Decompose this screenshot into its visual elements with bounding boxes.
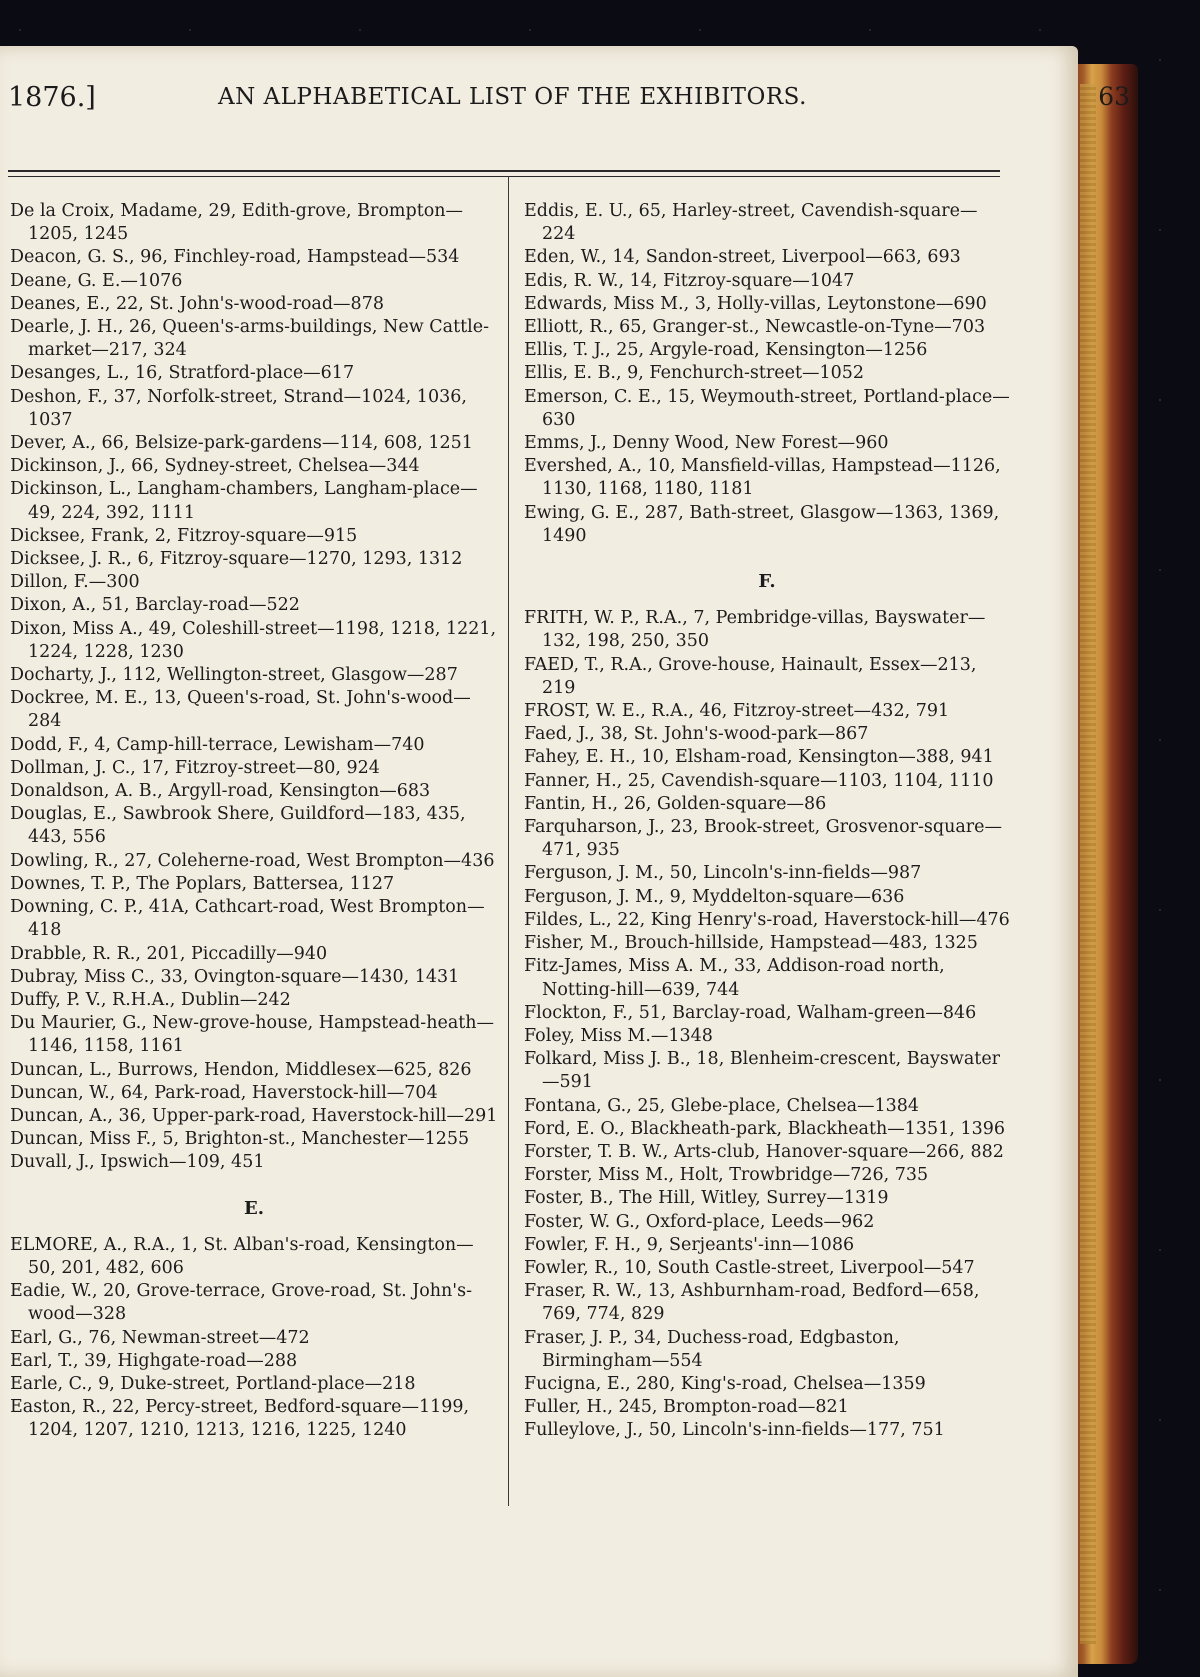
header-title: AN ALPHABETICAL LIST OF THE EXHIBITORS. xyxy=(218,84,807,110)
exhibitor-entry: Earl, T., 39, Highgate-road—288 xyxy=(10,1350,298,1371)
exhibitor-entry: Deane, G. E.—1076 xyxy=(10,270,183,291)
exhibitor-entry: Dixon, A., 51, Barclay-road—522 xyxy=(10,595,300,616)
exhibitor-entry: Duncan, A., 36, Upper-park-road, Haverstock-hill—291 xyxy=(10,1105,498,1126)
exhibitor-entry: Dicksee, Frank, 2, Fitzroy-square—915 xyxy=(10,525,358,546)
entries-e-right xyxy=(524,200,1010,548)
exhibitor-entry: Duncan, W., 64, Park-road, Haverstock-hill—704 xyxy=(10,1082,438,1103)
exhibitor-entry: Fraser, R. W., 13, Ashburnham-road, Bedford—658, 769, 774, 829 xyxy=(524,1281,980,1325)
exhibitor-entry: Donaldson, A. B., Argyll-road, Kensington—683 xyxy=(10,781,431,802)
exhibitor-entry: Fitz-James, Miss A. M., 33, Addison-road north, Notting-hill—639, 744 xyxy=(524,956,945,1000)
exhibitor-entry: Du Maurier, G., New-grove-house, Hampstead-heath—1146, 1158, 1161 xyxy=(10,1013,495,1057)
exhibitor-entry: Forster, Miss M., Holt, Trowbridge—726, 735 xyxy=(524,1165,929,1186)
gilt-edge xyxy=(1080,84,1096,1644)
entries-f xyxy=(524,607,1010,1442)
exhibitor-entry: Dillon, F.—300 xyxy=(10,572,140,593)
exhibitor-entry: Edis, R. W., 14, Fitzroy-square—1047 xyxy=(524,270,855,291)
exhibitor-entry: Downes, T. P., The Poplars, Battersea, 1127 xyxy=(10,873,395,894)
exhibitor-entry: Flockton, F., 51, Barclay-road, Walham-green—846 xyxy=(524,1002,977,1023)
exhibitor-entry: Eden, W., 14, Sandon-street, Liverpool—663, 693 xyxy=(524,247,961,268)
exhibitor-entry: Folkard, Miss J. B., 18, Blenheim-crescent, Bayswater—591 xyxy=(524,1049,1001,1093)
exhibitor-entry: Fraser, J. P., 34, Duchess-road, Edgbaston, Birmingham—554 xyxy=(524,1327,900,1371)
header-rule-thin xyxy=(8,176,1000,177)
exhibitor-entry: Fowler, R., 10, South Castle-street, Liverpool—547 xyxy=(524,1257,975,1278)
exhibitor-entry: ELMORE, A., R.A., 1, St. Alban's-road, Kensington—50, 201, 482, 606 xyxy=(10,1234,474,1278)
exhibitor-entry: Foster, B., The Hill, Witley, Surrey—1319 xyxy=(524,1188,889,1209)
exhibitor-entry: Drabble, R. R., 201, Piccadilly—940 xyxy=(10,943,328,964)
exhibitor-entry: Dickinson, L., Langham-chambers, Langham-place—49, 224, 392, 1111 xyxy=(10,479,478,523)
exhibitor-entry: Fantin, H., 26, Golden-square—86 xyxy=(524,793,827,814)
exhibitor-entry: Dockree, M. E., 13, Queen's-road, St. John's-wood—284 xyxy=(10,688,471,732)
exhibitor-entry: Deacon, G. S., 96, Finchley-road, Hampstead—534 xyxy=(10,247,460,268)
exhibitor-entry: Douglas, E., Sawbrook Shere, Guildford—183, 435, 443, 556 xyxy=(10,804,466,848)
exhibitor-entry: Duncan, L., Burrows, Hendon, Middlesex—625, 826 xyxy=(10,1059,472,1080)
exhibitor-entry: Desanges, L., 16, Stratford-place—617 xyxy=(10,363,355,384)
exhibitor-entry: Fucigna, E., 280, King's-road, Chelsea—1359 xyxy=(524,1373,926,1394)
exhibitor-entry: FAED, T., R.A., Grove-house, Hainault, Essex—213, 219 xyxy=(524,654,977,698)
exhibitor-entry: Fildes, L., 22, King Henry's-road, Haverstock-hill—476 xyxy=(524,909,1010,930)
exhibitor-entry: Earl, G., 76, Newman-street—472 xyxy=(10,1327,310,1348)
page-header xyxy=(8,82,1130,122)
exhibitor-entry: Eddis, E. U., 65, Harley-street, Cavendish-square—224 xyxy=(524,201,978,245)
exhibitor-entry: Ferguson, J. M., 50, Lincoln's-inn-fields—987 xyxy=(524,863,922,884)
exhibitor-entry: Emms, J., Denny Wood, New Forest—960 xyxy=(524,433,889,454)
exhibitor-entry: FROST, W. E., R.A., 46, Fitzroy-street—432, 791 xyxy=(524,701,950,722)
section-heading-e: E. xyxy=(244,1197,264,1219)
section-heading-f: F. xyxy=(758,571,776,593)
exhibitor-entry: Dodd, F., 4, Camp-hill-terrace, Lewisham—740 xyxy=(10,734,425,755)
exhibitor-entry: Duncan, Miss F., 5, Brighton-st., Manchester—1255 xyxy=(10,1129,470,1150)
exhibitor-entry: Ellis, T. J., 25, Argyle-road, Kensington—1256 xyxy=(524,340,928,361)
exhibitor-entry: Foley, Miss M.—1348 xyxy=(524,1025,713,1046)
exhibitor-entry: Ferguson, J. M., 9, Myddelton-square—636 xyxy=(524,886,905,907)
exhibitor-entry: Fisher, M., Brouch-hillside, Hampstead—483, 1325 xyxy=(524,933,978,954)
page-number: 63 xyxy=(1098,82,1130,111)
exhibitor-entry: Elliott, R., 65, Granger-st., Newcastle-on-Tyne—703 xyxy=(524,317,986,338)
exhibitor-entry: Emerson, C. E., 15, Weymouth-street, Portland-place—630 xyxy=(524,386,1010,430)
exhibitor-entry: Dever, A., 66, Belsize-park-gardens—114, 608, 1251 xyxy=(10,433,473,454)
right-column xyxy=(524,200,1010,1443)
exhibitor-entry: Evershed, A., 10, Mansfield-villas, Hampstead—1126, 1130, 1168, 1180, 1181 xyxy=(524,456,1001,500)
left-column xyxy=(10,200,498,1443)
exhibitor-entry: Fuller, H., 245, Brompton-road—821 xyxy=(524,1397,849,1418)
exhibitor-entry: Fowler, F. H., 9, Serjeants'-inn—1086 xyxy=(524,1234,855,1255)
exhibitor-entry: Dickinson, J., 66, Sydney-street, Chelsea—344 xyxy=(10,456,420,477)
exhibitor-entry: Foster, W. G., Oxford-place, Leeds—962 xyxy=(524,1211,875,1232)
exhibitor-entry: Duvall, J., Ipswich—109, 451 xyxy=(10,1152,265,1173)
exhibitor-entry: Dollman, J. C., 17, Fitzroy-street—80, 924 xyxy=(10,757,380,778)
book-fore-edge xyxy=(1072,64,1138,1664)
exhibitor-entry: Dixon, Miss A., 49, Coleshill-street—1198, 1218, 1221, 1224, 1228, 1230 xyxy=(10,618,497,662)
exhibitor-entry: Easton, R., 22, Percy-street, Bedford-square—1199, 1204, 1207, 1210, 1213, 1216, 1225, 1240 xyxy=(10,1397,470,1441)
exhibitor-entry: Faed, J., 38, St. John's-wood-park—867 xyxy=(524,724,869,745)
column-divider xyxy=(508,176,509,1506)
exhibitor-entry: Ellis, E. B., 9, Fenchurch-street—1052 xyxy=(524,363,865,384)
entries-e-left xyxy=(10,1234,498,1443)
exhibitor-entry: Ewing, G. E., 287, Bath-street, Glasgow—1363, 1369, 1490 xyxy=(524,502,1000,546)
exhibitor-entry: Dubray, Miss C., 33, Ovington-square—1430, 1431 xyxy=(10,966,460,987)
exhibitor-entry: Forster, T. B. W., Arts-club, Hanover-square—266, 882 xyxy=(524,1141,1004,1162)
entries-d xyxy=(10,200,498,1175)
exhibitor-entry: Fulleylove, J., 50, Lincoln's-inn-fields—177, 751 xyxy=(524,1420,945,1441)
exhibitor-entry: Fanner, H., 25, Cavendish-square—1103, 1104, 1110 xyxy=(524,770,994,791)
exhibitor-entry: De la Croix, Madame, 29, Edith-grove, Brompton—1205, 1245 xyxy=(10,201,464,245)
exhibitor-entry: Downing, C. P., 41A, Cathcart-road, West Brompton—418 xyxy=(10,897,485,941)
exhibitor-entry: Docharty, J., 112, Wellington-street, Glasgow—287 xyxy=(10,665,458,686)
exhibitor-entry: Deshon, F., 37, Norfolk-street, Strand—1024, 1036, 1037 xyxy=(10,386,467,430)
exhibitor-entry: Earle, C., 9, Duke-street, Portland-place—218 xyxy=(10,1373,416,1394)
exhibitor-entry: FRITH, W. P., R.A., 7, Pembridge-villas, Bayswater—132, 198, 250, 350 xyxy=(524,608,986,652)
header-year: 1876.] xyxy=(8,82,96,113)
exhibitor-entry: Eadie, W., 20, Grove-terrace, Grove-road, St. John's-wood—328 xyxy=(10,1281,473,1325)
exhibitor-entry: Fontana, G., 25, Glebe-place, Chelsea—1384 xyxy=(524,1095,920,1116)
exhibitor-entry: Edwards, Miss M., 3, Holly-villas, Leytonstone—690 xyxy=(524,293,987,314)
exhibitor-entry: Dowling, R., 27, Coleherne-road, West Brompton—436 xyxy=(10,850,495,871)
exhibitor-entry: Deanes, E., 22, St. John's-wood-road—878 xyxy=(10,293,384,314)
exhibitor-entry: Fahey, E. H., 10, Elsham-road, Kensington—388, 941 xyxy=(524,747,994,768)
exhibitor-entry: Duffy, P. V., R.H.A., Dublin—242 xyxy=(10,989,291,1010)
exhibitor-entry: Dicksee, J. R., 6, Fitzroy-square—1270, 1293, 1312 xyxy=(10,549,463,570)
header-rule-thick xyxy=(8,170,1000,172)
exhibitor-entry: Ford, E. O., Blackheath-park, Blackheath—1351, 1396 xyxy=(524,1118,1005,1139)
exhibitor-entry: Farquharson, J., 23, Brook-street, Grosvenor-square—471, 935 xyxy=(524,817,1003,861)
exhibitor-entry: Dearle, J. H., 26, Queen's-arms-buildings, New Cattle-market—217, 324 xyxy=(10,317,489,361)
